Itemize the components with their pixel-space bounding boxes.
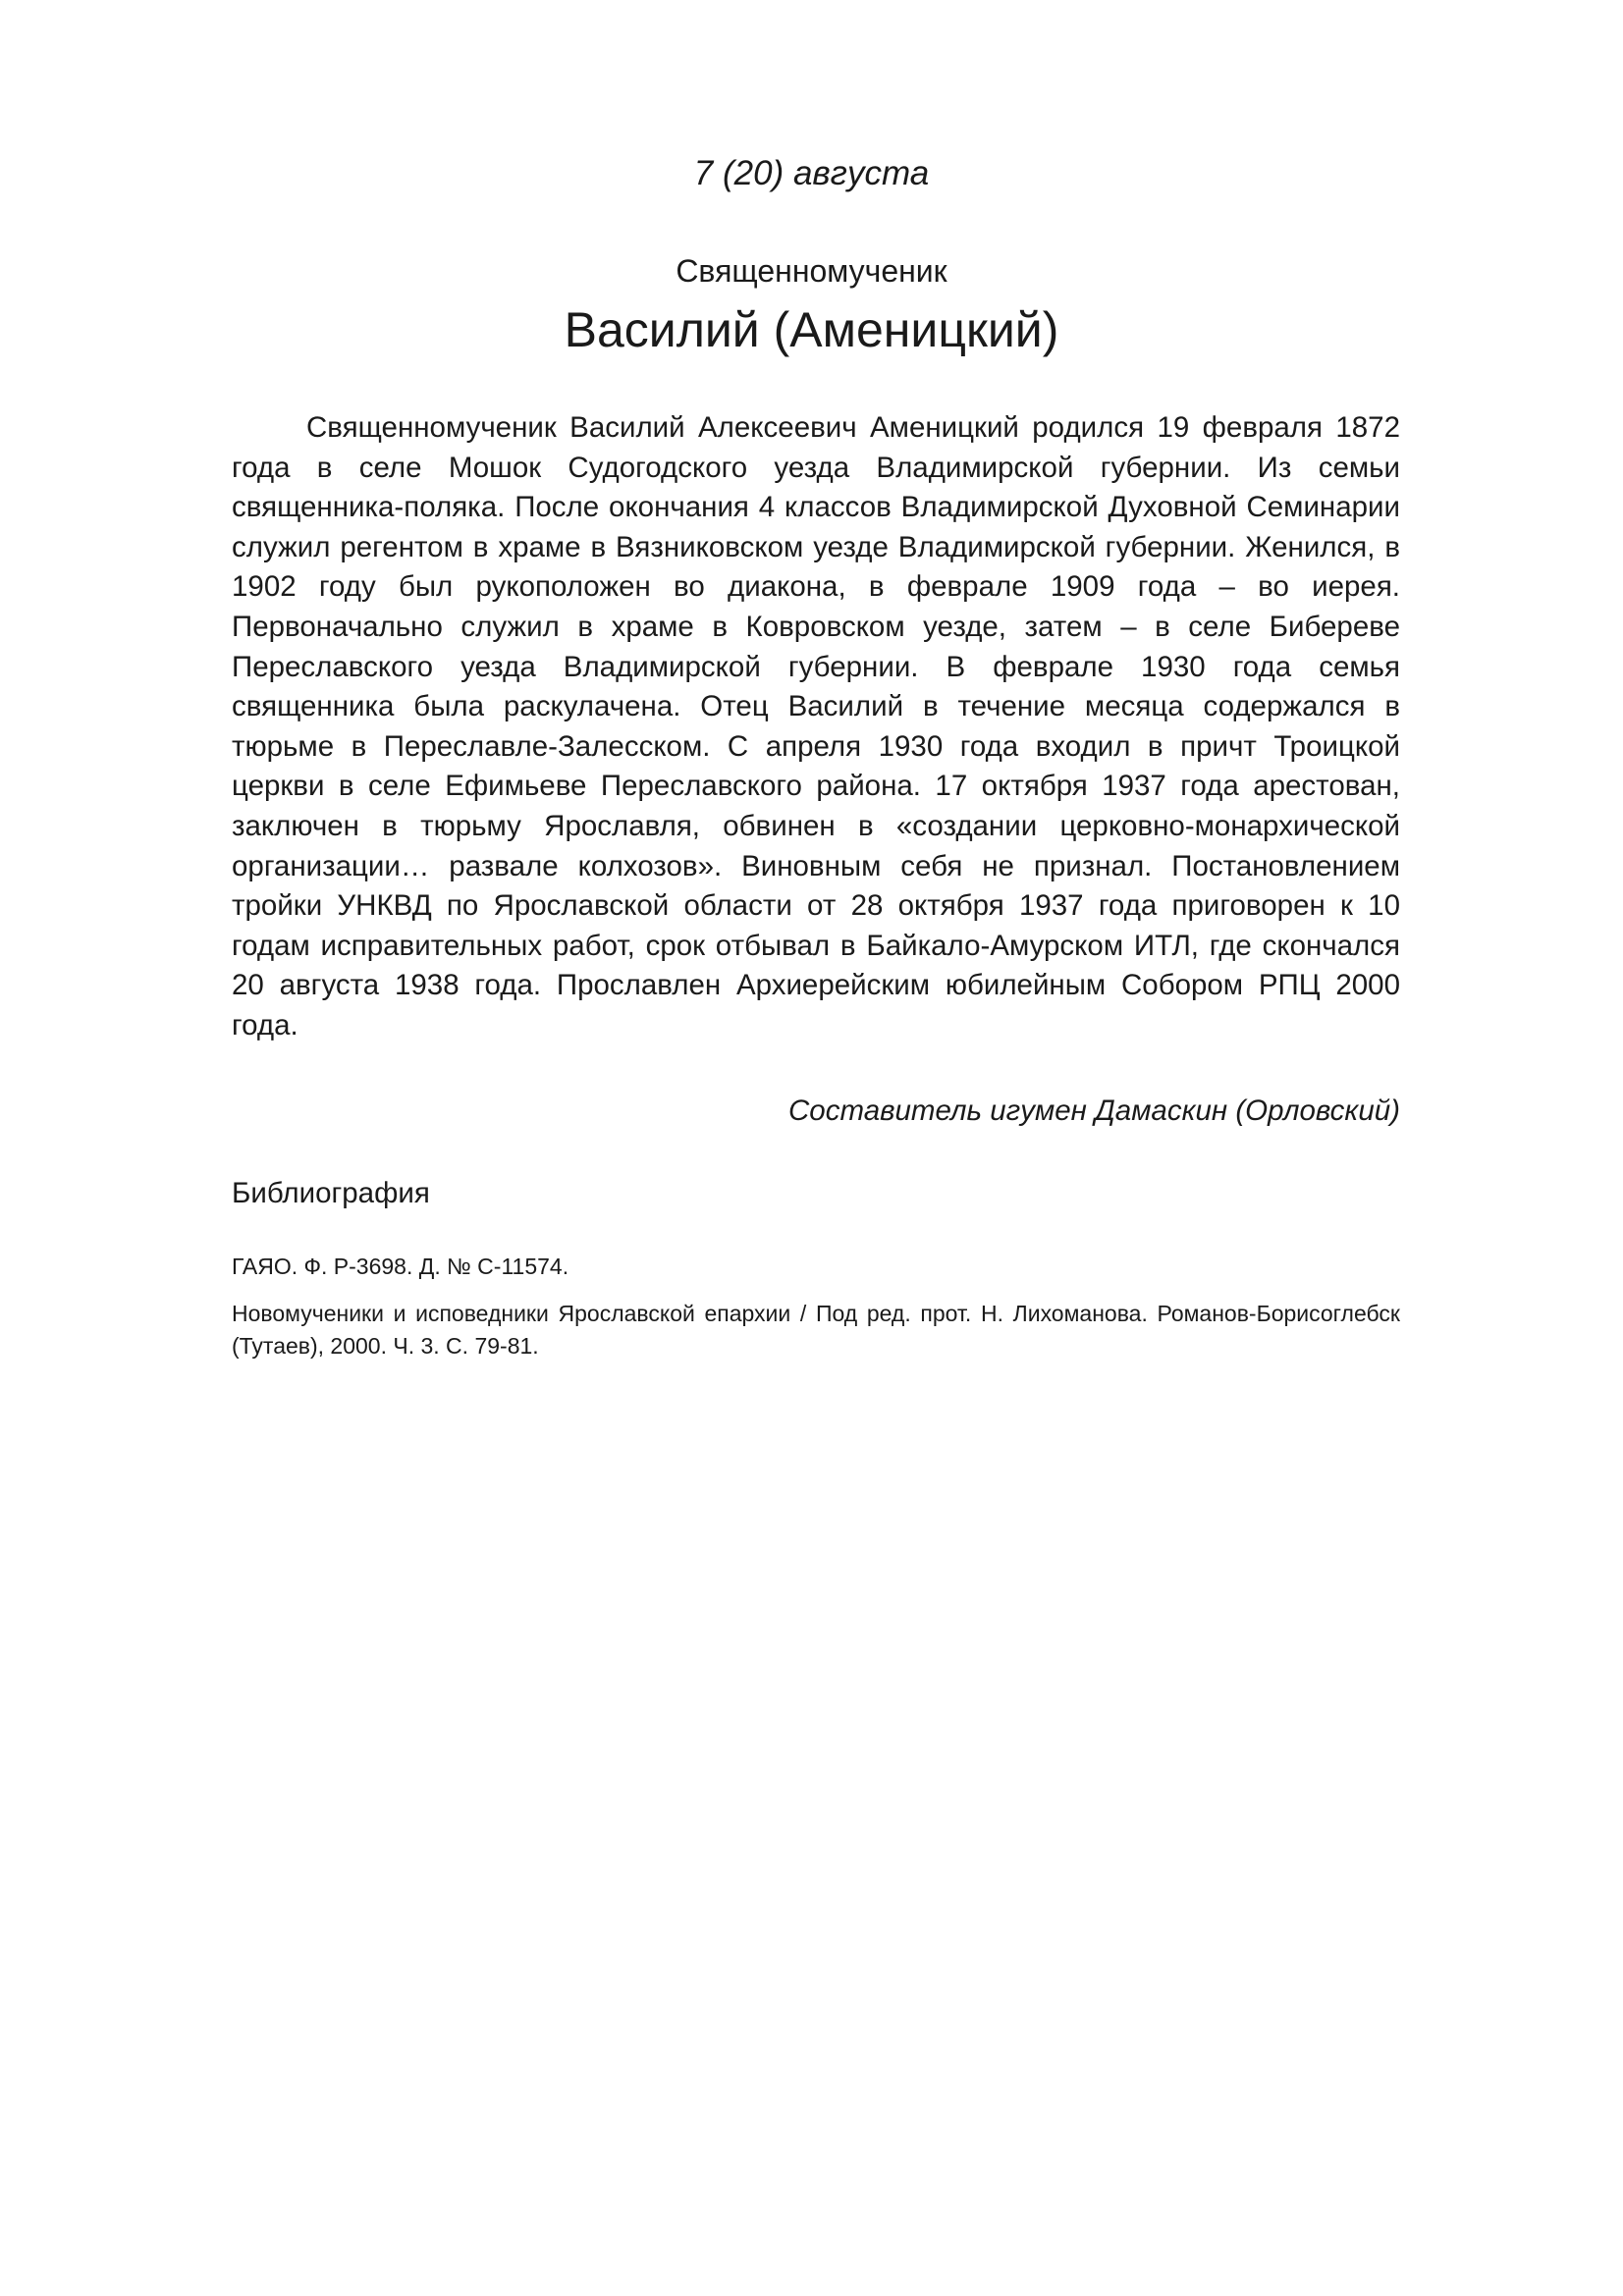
bibliography-heading: Библиография (232, 1177, 430, 1209)
bibliography-item: ГАЯО. Ф. Р-3698. Д. № С-11574. (232, 1254, 569, 1279)
bibliography-item: Новомученики и исповедники Ярославской епархии / Под ред. прот. Н. Лихоманова. Романов-Борисоглебск (Тутаев), 2000. Ч. 3. С. 79-81. (232, 1301, 1400, 1359)
bibliography-list (232, 1251, 1400, 1377)
saint-rank: Священномученик (676, 253, 947, 289)
biography-paragraph: Священномученик Василий Алексеевич Аменицкий родился 19 февраля 1872 года в селе Мошок Судогодского уезда Владимирской губернии. Из семьи священника-поляка. После окончания 4 классов Владимирской Духовной Семинарии служил регентом в храме в Вязниковском уезде Владимирской губернии. Женился, в 1902 году был рукоположен во диакона, в феврале 1909 года – во иерея. Первоначально служил в храме в Ковровском уезде, затем – в селе Бибереве Переславского уезда Владимирской губернии. В феврале 1930 года семья священника была раскулачена. Отец Василий в течение месяца содержался в тюрьме в Переславле-Залесском. С апреля 1930 года входил в причт Троицкой церкви в селе Ефимьеве Переславского района. 17 октября 1937 года арестован, заключен в тюрьму Ярославля, обвинен в «создании церковно-монархической организации… развале колхозов». Виновным себя не признал. Постановлением тройки УНКВД по Ярославской области от 28 октября 1937 года приговорен к 10 годам исправительных работ, срок отбывал в Байкало-Амурском ИТЛ, где скончался 20 августа 1938 года. Прославлен Архиерейским юбилейным Собором РПЦ 2000 года. (232, 411, 1400, 1041)
author-credit: Составитель игумен Дамаскин (Орловский) (788, 1095, 1400, 1127)
feast-date: 7 (20) августа (693, 154, 930, 192)
saint-name: Василий (Аменицкий) (564, 302, 1059, 357)
